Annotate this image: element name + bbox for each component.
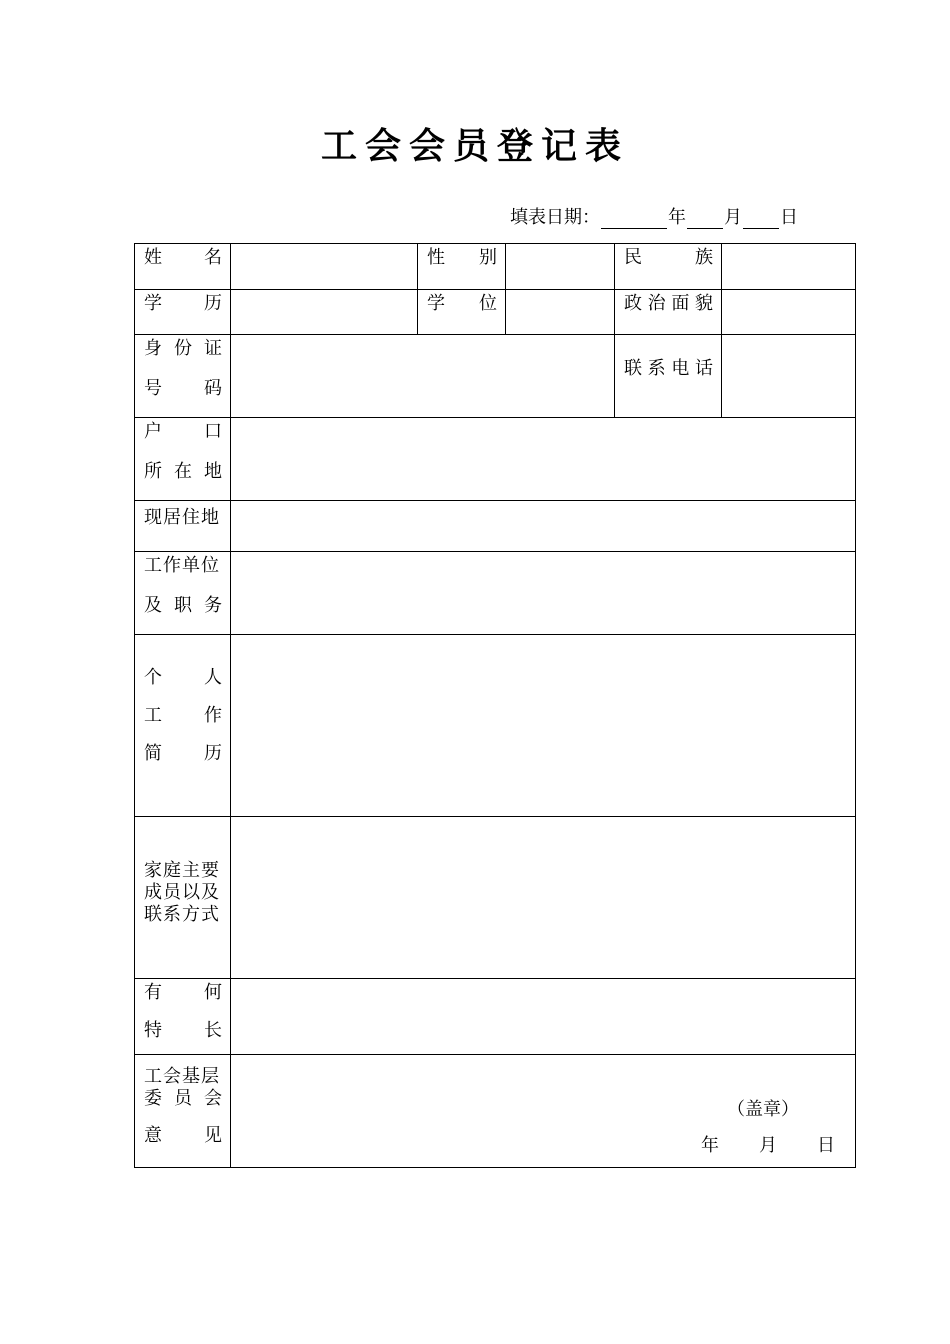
resume-field[interactable]	[231, 635, 855, 817]
id-char: 份	[174, 338, 192, 359]
fill-day-label: 日	[780, 207, 798, 228]
resume-line1	[144, 668, 222, 688]
political-status-char: 貌	[694, 293, 713, 314]
resume-char: 作	[204, 705, 222, 726]
family-label	[135, 817, 231, 979]
committee-label	[135, 1055, 231, 1167]
degree-label-char: 位	[479, 293, 497, 314]
family-line2: 成员以及	[144, 882, 220, 903]
hukou-line2	[144, 462, 222, 482]
phone-field[interactable]	[722, 335, 855, 418]
specialty-field[interactable]	[231, 979, 855, 1055]
committee-char: 员	[174, 1088, 192, 1109]
phone-char: 电	[671, 358, 690, 379]
ethnicity-field[interactable]	[722, 244, 855, 290]
resume-char: 历	[204, 743, 222, 764]
id-char: 号	[144, 378, 162, 399]
family-line3: 联系方式	[144, 904, 220, 925]
specialty-char: 有	[144, 982, 162, 1003]
work-char: 职	[174, 595, 192, 616]
specialty-char: 特	[144, 1020, 162, 1041]
degree-label-char: 学	[427, 293, 445, 314]
hukou-char: 口	[204, 421, 222, 442]
id-number-field[interactable]	[231, 335, 615, 418]
specialty-char: 何	[204, 982, 222, 1003]
committee-char: 意	[144, 1125, 162, 1146]
id-number-line2	[144, 379, 222, 399]
education-label-char: 历	[204, 293, 222, 314]
committee-char: 会	[204, 1088, 222, 1109]
work-unit-label	[135, 552, 231, 635]
hukou-char: 地	[204, 461, 222, 482]
degree-label	[418, 290, 506, 335]
gender-label-char: 别	[479, 247, 497, 268]
fill-day-blank[interactable]	[743, 210, 779, 229]
work-unit-field[interactable]	[231, 552, 855, 635]
committee-line3	[144, 1126, 222, 1146]
work-line2	[144, 596, 222, 616]
family-field[interactable]	[231, 817, 855, 979]
residence-label: 现居住地	[135, 501, 231, 552]
political-status-char: 面	[671, 293, 690, 314]
work-char: 及	[144, 595, 162, 616]
opinion-day: 日	[817, 1135, 835, 1156]
opinion-date	[701, 1131, 835, 1157]
id-char: 身	[144, 338, 162, 359]
political-status-char: 治	[647, 293, 666, 314]
political-status-field[interactable]	[722, 290, 855, 335]
resume-line2	[144, 706, 222, 726]
hukou-char: 在	[174, 461, 192, 482]
name-label	[135, 244, 231, 290]
registration-table	[134, 243, 856, 1168]
political-status-label	[615, 290, 722, 335]
name-label-char: 姓	[144, 247, 162, 268]
hukou-char: 户	[144, 421, 162, 442]
hukou-char: 所	[144, 461, 162, 482]
education-field[interactable]	[231, 290, 418, 335]
gender-field[interactable]	[506, 244, 615, 290]
specialty-line2	[144, 1021, 222, 1041]
residence-field[interactable]	[231, 501, 855, 552]
committee-line1: 工会基层	[144, 1066, 220, 1087]
phone-char: 联	[624, 358, 642, 379]
opinion-year: 年	[701, 1135, 719, 1156]
specialty-label	[135, 979, 231, 1055]
resume-char: 工	[144, 705, 162, 726]
name-label-char: 名	[204, 247, 222, 268]
resume-char: 个	[144, 667, 162, 688]
ethnicity-label-char: 民	[624, 247, 642, 268]
education-label	[135, 290, 231, 335]
form-title: 工会会员登记表	[320, 125, 629, 167]
opinion-month: 月	[759, 1135, 777, 1156]
education-label-char: 学	[144, 293, 162, 314]
phone-char: 话	[694, 358, 713, 379]
work-char: 务	[204, 595, 222, 616]
committee-opinion-field[interactable]	[231, 1055, 855, 1167]
resume-char: 人	[204, 667, 222, 688]
fill-month-blank[interactable]	[687, 210, 723, 229]
fill-date	[510, 203, 798, 229]
hukou-field[interactable]	[231, 418, 855, 501]
fill-year-blank[interactable]	[601, 210, 667, 229]
family-line1: 家庭主要	[144, 860, 220, 881]
hukou-label	[135, 418, 231, 501]
ethnicity-label	[615, 244, 722, 290]
committee-char: 见	[204, 1125, 222, 1146]
gender-label	[418, 244, 506, 290]
phone-char: 系	[647, 358, 666, 379]
seal-label: （盖章）	[727, 1099, 799, 1120]
resume-char: 简	[144, 743, 162, 764]
ethnicity-label-char: 族	[695, 247, 713, 268]
resume-line3	[144, 744, 222, 764]
specialty-char: 长	[204, 1020, 222, 1041]
resume-label	[135, 635, 231, 817]
fill-year-label: 年	[668, 207, 686, 228]
fill-date-label: 填表日期：	[510, 207, 600, 228]
name-field[interactable]	[231, 244, 418, 290]
committee-line2	[144, 1088, 222, 1110]
political-status-char: 政	[624, 293, 642, 314]
work-line1: 工作单位	[144, 555, 220, 576]
fill-month-label: 月	[724, 207, 742, 228]
hukou-line1	[144, 422, 222, 442]
id-char: 证	[204, 338, 222, 359]
committee-char: 委	[144, 1088, 162, 1109]
specialty-line1	[144, 983, 222, 1003]
id-char: 码	[204, 378, 222, 399]
degree-field[interactable]	[506, 290, 615, 335]
phone-label	[615, 335, 722, 418]
id-number-line1	[144, 339, 222, 359]
id-number-label	[135, 335, 231, 418]
gender-label-char: 性	[427, 247, 445, 268]
